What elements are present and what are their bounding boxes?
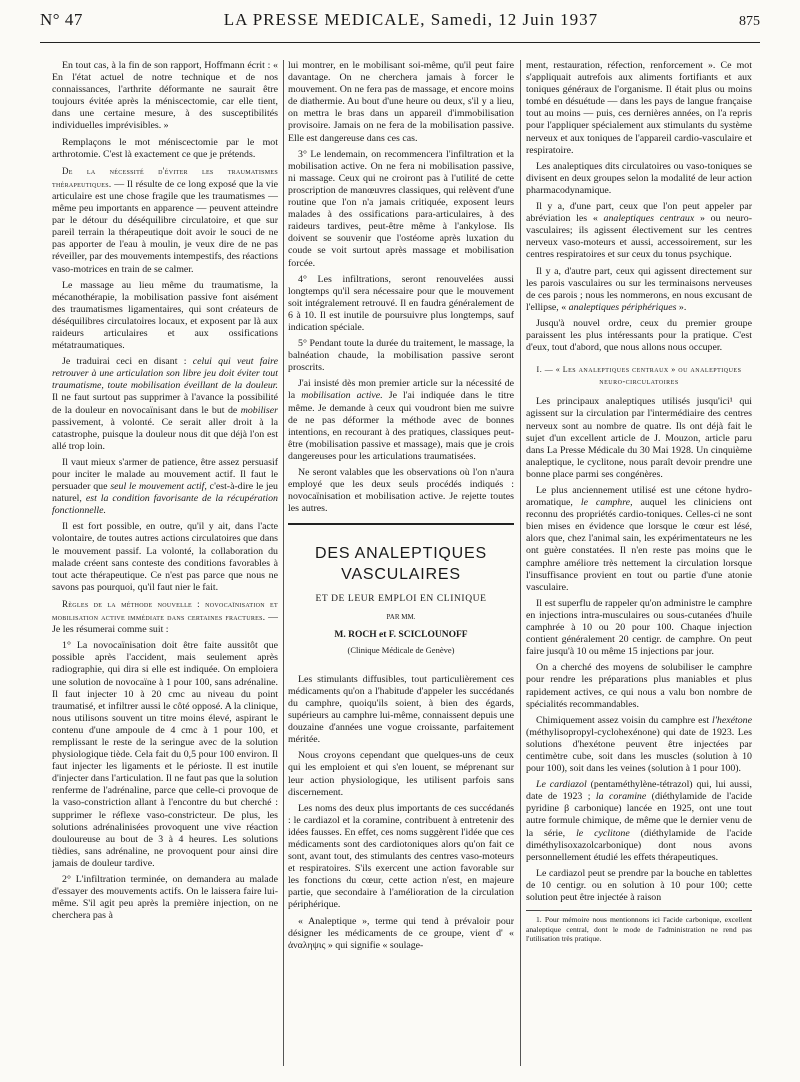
column-2 — [288, 60, 514, 1066]
paragraph: Il y a, d'autre part, ceux qui agissent directement sur les parois vasculaires ou sur les terminaisons nerveuses de ces parois ; nous les nommerons, en nous excusant de l'ellipse, « analeptiques périphériques ». — [526, 265, 752, 313]
issue-number: N° 47 — [40, 10, 83, 29]
article-title-line-2: VASCULAIRES — [341, 566, 461, 584]
paragraph: Il vaut mieux s'armer de patience, être assez persuasif pour inciter le malade au mouvement actif. Il faut le persuader que seul le mouvement actif, c'est-à-dire le jeu naturel, est la condition favorisante de la récupération fonctionnelle. — [52, 456, 278, 517]
paragraph: Il est fort possible, en outre, qu'il y ait, dans l'acte volontaire, de toutes autres actions circulatoires que dans le mouvement passif. La volonté, la collaboration du malade créent sans conteste des conditions favorables à tout acte thérapeutique. Ce n'est pas parce que nous ne savons pas pourquoi, qu'il faut nier le fait. — [52, 521, 278, 593]
paragraph: Il est superflu de rappeler qu'on administre le camphre en injections intra-musculaires ou sous-cutanées d'huile camphrée à 10 ou 20 pour 100. Chaque injection contient généralement 20 centigr. de camphre. On peut faire jusqu'à 10 ou même 15 injections par jour. — [526, 597, 752, 658]
paragraph: 3° Le lendemain, on recommencera l'infiltration et la mobilisation active. On ne fera ni mobilisation passive, ni massage. Ceux qui ne croiront pas à l'utilité de cette proscription de manœuvres classiques, qui relèvent d'une routine que l'on n'a jamais critiquée, exposent leurs malades à des ossifications para-articulaires, à des raideurs tardives, peut-être même à l'ankylose. Ils doivent se souvenir que l'ostéome après luxation du coude se voit surtout après massage et mobilisation forcée. — [288, 148, 514, 269]
byline-prefix: PAR MM. — [386, 613, 416, 622]
section-heading: Règles de la méthode nouvelle : novocaïnisation et mobilisation active immédiate dans certaines fractures. — [52, 598, 278, 623]
article-title-line-1: DES ANALEPTIQUES — [315, 545, 487, 563]
paragraph: Règles de la méthode nouvelle : novocaïnisation et mobilisation active immédiate dans certaines fractures. — Je les résumerai comme suit : — [52, 598, 278, 636]
section-heading: De la nécessité d'éviter les traumatismes thérapeutiques. — [52, 165, 278, 189]
paragraph: lui montrer, en le mobilisant soi-même, qu'il peut faire davantage. On ne cherchera jamais à forcer le mouvement. On ne fera pas de massage, et encore moins de diathermie. Au bout d'une heure ou deux, s'il y a lieu, on mettra le bras dans un appareil d'immobilisation provisoire. Jamais on ne fera de la mobilisation passive. Elle est dangereuse dans ces cas. — [288, 60, 514, 144]
paragraph: 5° Pendant toute la durée du traitement, le massage, la balnéation chaude, la mobilisation passive seront proscrits. — [288, 338, 514, 374]
paragraph: Les noms des deux plus importants de ces succédanés : le cardiazol et la coramine, contribuent à entretenir des idées fausses. En effet, ces noms suggèrent l'idée que ces médicaments sont des cardiotoniques alors qu'on fait ce sont, avant tout, des stimulants des centres vaso-moteurs et respiratoires. S'ils exercent une action favorable sur les fonctions du cœur, cette action n'est, en majeure partie, que secondaire à l'amélioration de la circulation périphérique. — [288, 802, 514, 911]
paragraph: « Analeptique », terme qui tend à prévaloir pour désigner les médicaments de ce groupe, vient d' « ἀναληψις » qui signifie « soulage- — [288, 915, 514, 951]
paragraph: Les analeptiques dits circulatoires ou vaso-toniques se divisent en deux groupes selon la modalité de leur action pharmacodynamique. — [526, 160, 752, 196]
paragraph: 1° La novocaïnisation doit être faite aussitôt que possible après l'accident, mais seulement après radiographie, qui dira si elle est indiquée. On emploiera une solution de novocaïne à 1 pour 100, sans adrénaline. Il faut injecter 10 à 20 cmc au niveau du point traumatisé, et infiltrer aussi le côté opposé. A la clinique, nous utilisons souvent un titre moins élevé, aspirant le contenu d'une ampoule de 4 cmc à 1 pour 100, et remplissant le reste de la seringue avec de la solution physiologique tiède. Cela fait du 0,5 pour 100 environ. Il faut injecter les ligaments et le périoste. Il est inutile d'injecter dans l'articulation. Il ne faut pas que la solution renferme de l'adrénaline, parce que celle-ci provoque de la vaso-constriction allant à l'encontre du but cherché : supprimer le réflexe vaso-constricteur. De plus, les solutions adrénalinisées provoquent une vive réaction douloureuse au bout de 3 à 4 heures. Les solutions tièdies, sans adrénaline, ne provoquent pour ainsi dire jamais de douleur tardive. — [52, 640, 278, 869]
column-divider — [283, 60, 284, 1066]
column-divider — [520, 60, 521, 1066]
paragraph: 2° L'infiltration terminée, on demandera au malade d'essayer des mouvements actifs. On le laissera faire lui-même. S'il agit peu après la première injection, on ne cherchera pas à — [52, 874, 278, 922]
paragraph: J'ai insisté dès mon premier article sur la nécessité de la mobilisation active. Je l'ai indiquée dans le titre même. Je demande à ceux qui voudront bien me suivre de ne pas déformer la méthode avec de bonnes intentions, en recourant à des pratiques, classiques peut-être (mobilisation passive et massage), mais que je crois dangereuses pour les articulations traumatisées. — [288, 378, 514, 462]
paragraph: 4° Les infiltrations, seront renouvelées aussi longtemps qu'il sera nécessaire pour que le mouvement soit intégralement retrouvé. Il en faudra généralement de 6 à 10. Il est inutile de poursuivre plus longtemps, sauf indication spéciale. — [288, 273, 514, 333]
article-subtitle: ET DE LEUR EMPLOI EN CLINIQUE — [315, 594, 487, 605]
paragraph: Jusqu'à nouvel ordre, ceux du premier groupe paraissent les plus intéressants pour la pratique. C'est d'eux, tout d'abord, que nous allons nous occuper. — [526, 317, 752, 354]
article-affiliation: (Clinique Médicale de Genève) — [347, 644, 455, 655]
paragraph: Le plus anciennement utilisé est une cétone hydro-aromatique, le camphre, auquel les cliniciens ont reconnu des propriétés cardio-toniques. Celles-ci ne sont bien mises en évidence que lorsque le cœur est lésé, alors que, chez l'animal sain, les expérimentateurs ne les ont guère constatées. Il n'en reste pas moins que le camphre améliore très nettement la circulation lorsque l'insuffisance provient en tout ou partie d'une atonie vasculaire. — [526, 485, 752, 593]
page-number: 875 — [739, 14, 760, 29]
paragraph: Le massage au lieu même du traumatisme, la mécanothérapie, la mobilisation passive font aisément des traumatismes ligamentaires, qui sont créateurs de déséquilibres circulatoires locaux, et exposent par là aux raideurs articulaires et aux ossifications métatraumatiques. — [52, 279, 278, 352]
paragraph: Il y a, d'une part, ceux que l'on peut appeler par abréviation les « analeptiques centraux » ou neuro-vasculaires; ils agissent électivement sur les centres nerveux vaso-moteurs et aussi, accessoirement, sur les centres respiratoires et sur ceux du tonus psychique. — [526, 201, 752, 261]
article-heading — [288, 523, 514, 655]
section-heading: I. — « Les analeptiques centraux » ou analeptiques neuro-circulatoires — [536, 365, 742, 387]
paragraph: On a cherché des moyens de solubiliser le camphre pour rendre les préparations plus maniables et plus rapidement actives, ce qui nous a valu bon nombre de spécialités recommandables. — [526, 662, 752, 710]
footnote: 1. Pour mémoire nous mentionnons ici l'acide carbonique, excellent analeptique central, dont le mode de l'administration ne rend pas l'utilisation très pratique. — [526, 910, 752, 943]
page-header — [40, 10, 760, 43]
paragraph: Nous croyons cependant que quelques-uns de ceux qui les emploient et qui s'en louent, se méprenant sur leur action physiologique, les utilisent parfois sans discernement. — [288, 750, 514, 798]
paragraph: Ne seront valables que les observations où l'on n'aura employé que les deux seuls procédés indiqués : novocaïnisation et mobilisation active. Je rejette toutes les autres. — [288, 467, 514, 515]
paragraph: Je traduirai ceci en disant : celui qui veut faire retrouver à une articulation son libre jeu doit éviter tout traumatisme, toute mobilisation éveillant de la douleur. Il ne faut surtout pas supprimer à l'avance la possibilité de la douleur en novocaïnisant dans le but de mobiliser passivement, à volonté. Ce serait aller droit à la catastrophe, puisque la douleur nous dit que déjà l'on est allé trop loin. — [52, 356, 278, 452]
paragraph: Remplaçons le mot méniscectomie par le mot arthrotomie. C'est là exactement ce que je prétends. — [52, 136, 278, 160]
paragraph: Chimiquement assez voisin du camphre est l'hexétone (méthylisopropyl-cyclohexénone) qui date de 1923. Les solutions d'hexétone peuvent être injectées par centimètre cube, soit dans les muscles (solution à 10 pour 100), soit dans les veines (solution à 1 pour 100). — [526, 714, 752, 775]
column-1 — [52, 60, 278, 1066]
journal-title: LA PRESSE MEDICALE, Samedi, 12 Juin 1937 — [223, 10, 599, 29]
paragraph: Les stimulants diffusibles, tout particulièrement ces médicaments qu'on a l'habitude d'appeler les succédanés du camphre, quoiqu'ils soient, à bien des égards, supérieurs au camphre lui-même, connaissent depuis une douzaine d'années une vogue croissante, parfaitement méritée. — [288, 673, 514, 746]
paragraph: Le cardiazol (pentaméthylène-tétrazol) qui, lui aussi, date de 1923 ; la coramine (diéthylamide de l'acide pyridine β carbonique) lancée en 1925, ont une tout autre formule chimique, de même que le dernier venu de la série, le cyclitone (diéthylamide de l'acide diméthylisoxazolcarbonique) dont nous avons personnellement étudié les effets thérapeutiques. — [526, 779, 752, 863]
paragraph: En tout cas, à la fin de son rapport, Hoffmann écrit : « En l'état actuel de notre technique et de nos connaissances, l'arthrite déformante ne saurait être toujours évitée après la méniscectomie, car elle tient, dans une certaine mesure, à des susceptibilités individuelles imprévisibles. » — [52, 60, 278, 132]
article-authors: M. ROCH et F. SCICLOUNOFF — [334, 629, 468, 640]
column-3 — [526, 60, 752, 1066]
paragraph: Le cardiazol peut se prendre par la bouche en tablettes de 10 centigr. ou en solution à 10 pour 100; cette solution peut être injectée à raison — [526, 867, 752, 903]
paragraph: ment, restauration, réfection, renforcement ». Ce mot s'appliquait autrefois aux aliments fortifiants et aux toniques généraux de l'organisme. Il était plus ou moins tombé en désuétude — dans les pays de langue française tout au moins — puis, ces dernières années, on l'a repris pour l'appliquer spécialement aux stimulants du système nerveux et aux toniques de l'appareil cardio-vasculaire et respiratoire. — [526, 60, 752, 156]
paragraph: De la nécessité d'éviter les traumatismes thérapeutiques. — Il résulte de ce long exposé que la vie articulaire est une chose fragile que les traumatismes — même peu importants en apparence — peuvent atteindre par le détour du déséquilibre circulatoire, et que sur pareil terrain la thérapeutique doit avoir le souci de ne pas apporter de l'eau à moulin, je veux dire de ne pas réveiller, par des mouvements intempestifs, des réactions vaso-motrices en train de se calmer. — [52, 165, 278, 275]
paragraph: Les principaux analeptiques utilisés jusqu'ici¹ qui agissent sur la circulation par l'intermédiaire des centres nerveux sont au nombre de quatre. Ils ont déjà fait le sujet d'un excellent article de J. Mouzon, article paru dans La Presse Médicale du 30 Mai 1928. Un cinquième analeptique, le cyclitone, nous paraît devoir prendre une bonne place parmi ses congénères. — [526, 396, 752, 480]
